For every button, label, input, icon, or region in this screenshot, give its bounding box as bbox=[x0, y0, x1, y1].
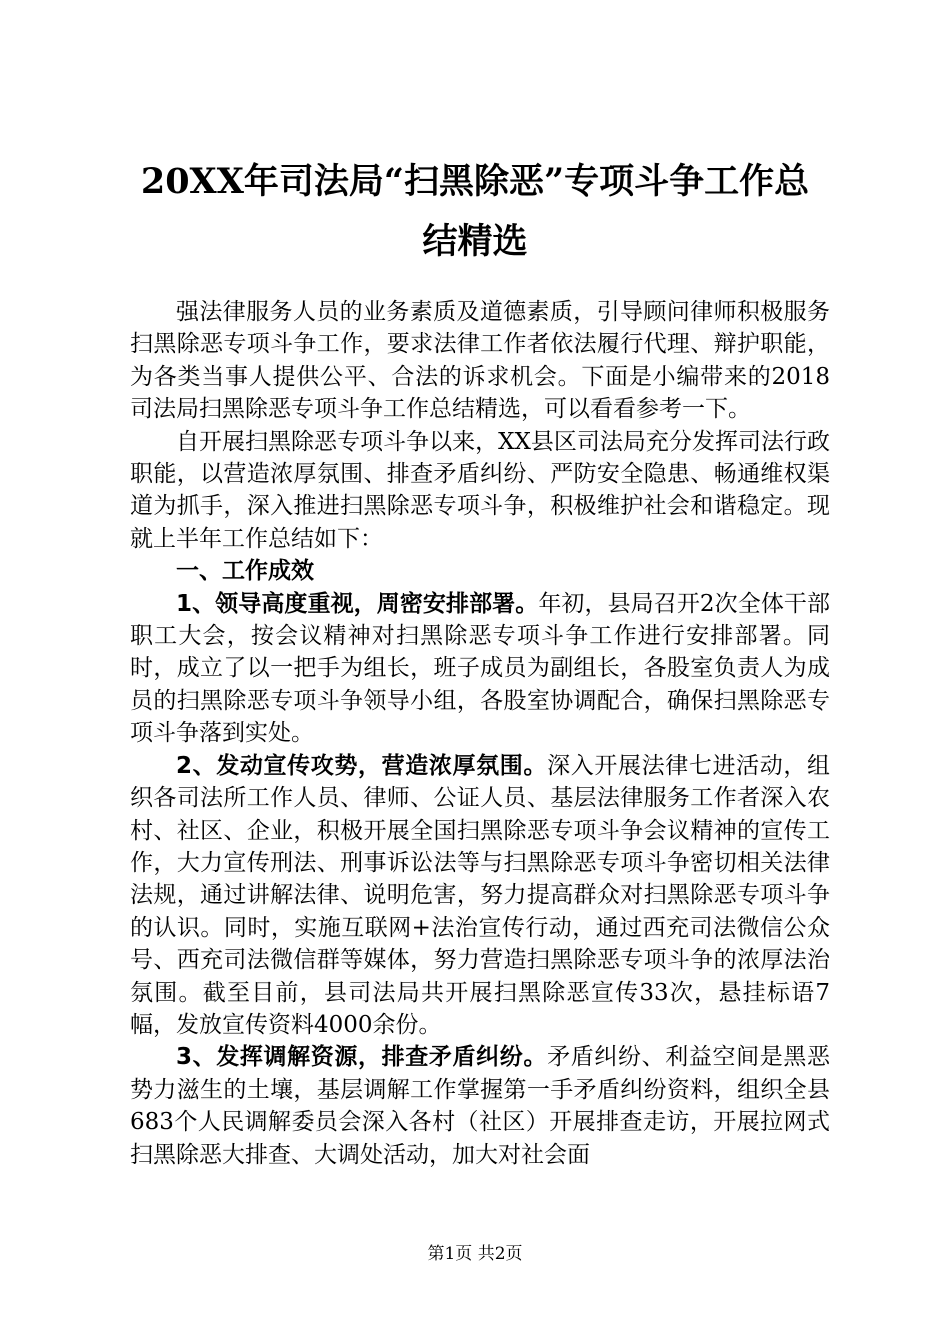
item-paragraph bbox=[130, 588, 830, 750]
overview-paragraph: 自开展扫黑除恶专项斗争以来，XX县区司法局充分发挥司法行政职能，以营造浓厚氛围、排查矛盾纠纷、严防安全隐患、畅通维权渠道为抓手，深入推进扫黑除恶专项斗争，积极维护社会和谐稳定。现就上半年工作总结如下： bbox=[130, 428, 830, 552]
item-text: 矛盾纠纷、利益空间是黑恶势力滋生的土壤，基层调解工作掌握第一手矛盾纠纷资料，组织全县683个人民调解委员会深入各村（社区）开展排查走访，开展拉网式扫黑除恶大排查、大调处活动，加大对社会面 bbox=[130, 1044, 830, 1168]
document-title-line-2: 结精选 bbox=[422, 221, 528, 262]
section-heading: 一、工作成效 bbox=[176, 558, 314, 585]
item-paragraph bbox=[130, 750, 830, 1042]
item-lead: 2、发动宣传攻势，营造浓厚氛围。 bbox=[176, 752, 548, 779]
item-lead: 1、领导高度重视，周密安排部署。 bbox=[176, 590, 539, 617]
document-body bbox=[130, 296, 830, 1171]
intro-paragraph: 强法律服务人员的业务素质及道德素质，引导顾问律师积极服务扫黑除恶专项斗争工作，要求法律工作者依法履行代理、辩护职能，为各类当事人提供公平、合法的诉求机会。下面是小编带来的2018司法局扫黑除恶专项斗争工作总结精选，可以看看参考一下。 bbox=[130, 299, 830, 423]
document-title-line-1: 20XX年司法局“扫黑除恶”专项斗争工作总 bbox=[140, 161, 810, 202]
item-text: 年初，县局召开2次全体干部职工大会，按会议精神对扫黑除恶专项斗争工作进行安排部署。同时，成立了以一把手为组长，班子成员为副组长，各股室负责人为成员的扫黑除恶专项斗争领导小组，各股室协调配合，确保扫黑除恶专项斗争落到实处。 bbox=[130, 590, 830, 747]
item-text: 深入开展法律七进活动，组织各司法所工作人员、律师、公证人员、基层法律服务工作者深入农村、社区、企业，积极开展全国扫黑除恶专项斗争会议精神的宣传工作，大力宣传刑法、刑事诉讼法等与扫黑除恶专项斗争密切相关法律法规，通过讲解法律、说明危害，努力提高群众对扫黑除恶专项斗争的认识。同时，实施互联网+法治宣传行动，通过西充司法微信公众号、西充司法微信群等媒体，努力营造扫黑除恶专项斗争的浓厚法治氛围。截至目前，县司法局共开展扫黑除恶宣传33次，悬挂标语7幅，发放宣传资料4000余份。 bbox=[130, 752, 830, 1038]
item-lead: 3、发挥调解资源，排查矛盾纠纷。 bbox=[176, 1044, 548, 1071]
page-footer: 第1页 共2页 bbox=[427, 1244, 523, 1264]
item-paragraph bbox=[130, 1041, 830, 1171]
